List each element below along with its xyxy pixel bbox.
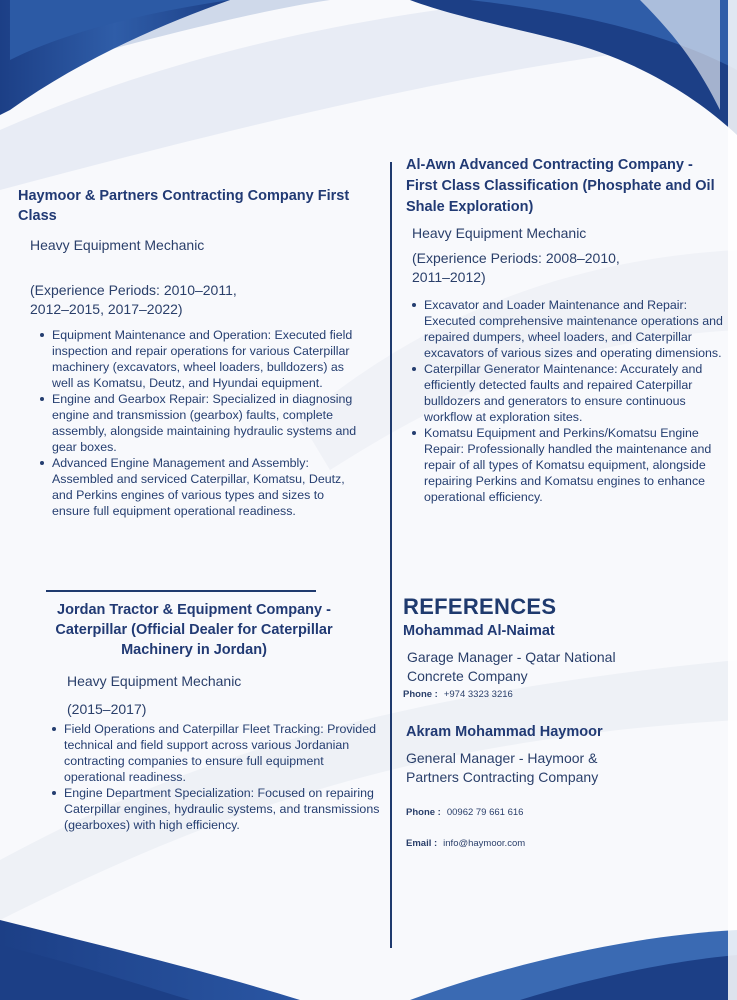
job-company: Jordan Tractor & Equipment Company - Caterpillar (Official Dealer for Caterpillar Machinery in Jordan) bbox=[55, 602, 333, 658]
job-bullet: Field Operations and Caterpillar Fleet Tracking: Provided technical and field support across various Jordanian contracting companies to ensure full equipment operational readiness. bbox=[64, 721, 384, 785]
reference-email bbox=[406, 838, 726, 849]
job-bullet: Komatsu Equipment and Perkins/Komatsu Engine Repair: Professionally handled the maintenance and repair of all types of Komatsu equipment, alongside repairing Perkins and Komatsu engines to enhance operational efficiency. bbox=[424, 425, 732, 505]
job-role: Heavy Equipment Mechanic bbox=[67, 673, 242, 689]
reference-role: General Manager - Haymoor & Partners Contracting Company bbox=[406, 750, 599, 785]
email-value[interactable]: info@haymoor.com bbox=[443, 838, 526, 849]
job-bullet: Equipment Maintenance and Operation: Executed field inspection and repair operations for various Caterpillar machinery (excavators, wheel loaders, bulldozers) as well as Komatsu, Deutz, and Hyundai equipment. bbox=[52, 327, 360, 391]
reference-2 bbox=[406, 724, 726, 849]
job-period: (Experience Periods: 2008–2010, 2011–2012) bbox=[412, 250, 620, 285]
job-bullets bbox=[408, 297, 732, 505]
job-bullet: Advanced Engine Management and Assembly: Assembled and serviced Caterpillar, Komatsu, Deutz, and Perkins engines of various types and sizes to ensure full equipment operational readiness. bbox=[52, 455, 360, 519]
job-period: (Experience Periods: 2010–2011, 2012–2015, 2017–2022) bbox=[30, 282, 237, 317]
job-role: Heavy Equipment Mechanic bbox=[30, 237, 205, 253]
job-role: Heavy Equipment Mechanic bbox=[412, 225, 587, 241]
job-company: Al-Awn Advanced Contracting Company - First Class Classification (Phosphate and Oil Shale Exploration) bbox=[406, 157, 715, 215]
column-divider bbox=[390, 162, 392, 948]
reference-1 bbox=[403, 623, 723, 700]
phone-label: Phone : bbox=[406, 807, 441, 818]
job-bullet: Engine and Gearbox Repair: Specialized in diagnosing engine and transmission (gearbox) faults, complete assembly, alongside maintaining hydraulic systems and gear boxes. bbox=[52, 391, 360, 455]
job-haymoor bbox=[18, 186, 368, 519]
job-bullet: Caterpillar Generator Maintenance: Accurately and efficiently detected faults and repaired Caterpillar bulldozers and generators to ensure continuous workflow at exploration sites. bbox=[424, 361, 732, 425]
job-al-awn bbox=[406, 155, 732, 505]
reference-phone bbox=[406, 807, 726, 818]
phone-value: +974 3323 3216 bbox=[443, 689, 513, 700]
section-divider bbox=[46, 590, 316, 592]
job-bullet: Excavator and Loader Maintenance and Repair: Executed comprehensive maintenance operations and repaired dumpers, wheel loaders, and Caterpillar excavators of various sizes and operating dimensions. bbox=[424, 297, 732, 361]
job-jordan-tractor bbox=[24, 600, 380, 833]
job-period: (2015–2017) bbox=[67, 701, 147, 717]
phone-label: Phone : bbox=[403, 689, 438, 700]
reference-phone bbox=[403, 689, 723, 700]
phone-value: 00962 79 661 616 bbox=[446, 807, 524, 818]
email-label: Email : bbox=[406, 838, 438, 849]
job-company: Haymoor & Partners Contracting Company First Class bbox=[18, 188, 350, 224]
job-bullets bbox=[36, 327, 360, 519]
reference-role: Garage Manager - Qatar National Concrete Company bbox=[407, 649, 616, 684]
references-title: REFERENCES bbox=[403, 594, 557, 619]
reference-name: Mohammad Al-Naimat bbox=[403, 623, 555, 639]
job-bullets bbox=[48, 721, 384, 833]
reference-name: Akram Mohammad Haymoor bbox=[406, 724, 603, 740]
job-bullet: Engine Department Specialization: Focused on repairing Caterpillar engines, hydraulic systems, and transmissions (gearboxes) with high efficiency. bbox=[64, 785, 384, 833]
